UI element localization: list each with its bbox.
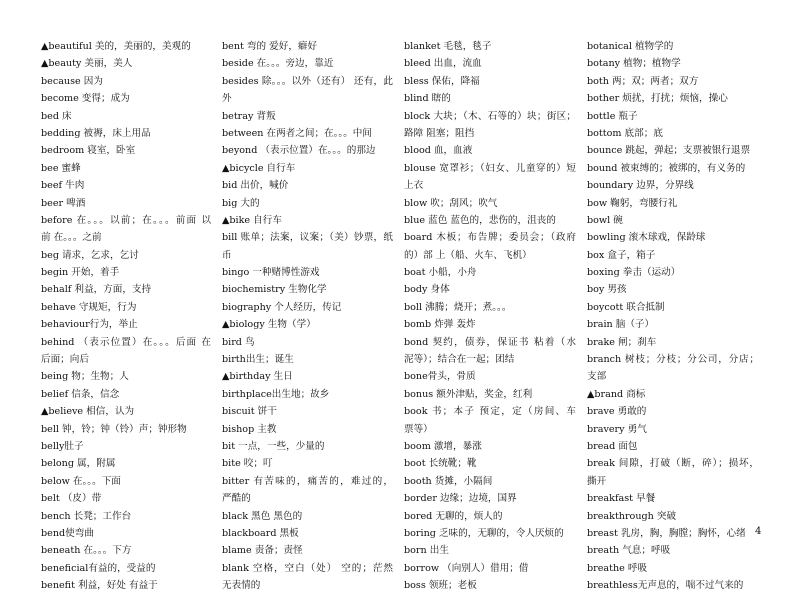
entry-line: branch 树枝；分枝；分公司，分店； — [587, 354, 759, 366]
entry-line: 严酷的 — [222, 493, 251, 505]
entry-line: breakthrough 突破 — [587, 510, 677, 522]
entry-line: bless 保佑，降福 — [404, 75, 480, 87]
entry-line: beef 牛肉 — [41, 180, 85, 192]
entry-line: boring 乏味的，无聊的，令人厌烦的 — [404, 527, 564, 539]
entry-line: born 出生 — [404, 545, 449, 557]
entry-line: border 边缘；边境，国界 — [404, 493, 517, 505]
entry-line: bingo 一种赌博性游戏 — [222, 267, 320, 279]
entry-line: breathe 呼吸 — [587, 562, 648, 574]
entry-line: box 盒子，箱子 — [587, 249, 656, 261]
entry-line: bleed 出血，流血 — [404, 58, 482, 70]
entry-line: 撕开 — [587, 475, 607, 487]
entry-line: belong 属，附属 — [41, 458, 116, 470]
entry-line: breath 气息；呼吸 — [587, 545, 671, 557]
entry-line: bend使弯曲 — [41, 527, 94, 539]
entry-line: booth 货摊，小隔间 — [404, 475, 493, 487]
entry-line: brake 闸；刹车 — [587, 336, 657, 348]
entry-line: ▲bicycle 自行车 — [222, 162, 296, 174]
entry-line: biscuit 饼干 — [222, 406, 277, 418]
entry-line: become 变得；成为 — [41, 93, 130, 105]
entry-line: bowl 碗 — [587, 214, 623, 226]
entry-line: bread 面包 — [587, 440, 638, 452]
entry-line: bedroom 寝室，卧室 — [41, 145, 136, 157]
entry-line: bedding 被褥，床上用品 — [41, 127, 151, 139]
vocab-column-3 — [404, 38, 576, 595]
entry-line: betray 背叛 — [222, 110, 276, 122]
entry-line: bench 长凳；工作台 — [41, 510, 132, 522]
page-number: 4 — [755, 526, 762, 537]
entry-line: 后面；向后 — [41, 354, 89, 366]
entry-line: biography 个人经历，传记 — [222, 301, 342, 313]
entry-line: ▲beautiful 美的，美丽的，美观的 — [41, 41, 191, 52]
entry-line: boll 沸腾；烧开；煮。。。 — [404, 301, 512, 313]
entry-line: blood 血，血液 — [404, 145, 473, 157]
entry-line: borrow （向别人）借用；借 — [404, 562, 529, 574]
entry-line: begin 开始，着手 — [41, 267, 120, 279]
entry-line: bound 被束缚的；被绑的，有义务的 — [587, 162, 746, 174]
entry-line: blanket 毛毯，毯子 — [404, 41, 492, 52]
entry-line: blow 吹；刮风；吹气 — [404, 197, 498, 209]
entry-line: bit 一点，一些，少量的 — [222, 440, 325, 452]
entry-line: brave 勇敢的 — [587, 406, 647, 418]
entry-line: bother 烦扰，打扰；烦恼，操心 — [587, 93, 728, 105]
entry-line: 泥等）；结合在一起；团结 — [404, 354, 515, 366]
entry-line: bored 无聊的，烦人的 — [404, 510, 503, 522]
entry-line: bent 弯的 爱好，癖好 — [222, 41, 318, 52]
entry-line: botany 植物；植物学 — [587, 58, 681, 70]
entry-line: besides 除。。。以外（还有） 还有，此 — [222, 75, 393, 87]
entry-line: brain 脑（子） — [587, 319, 655, 331]
entry-line: board 木板；布告牌；委员会；（政府 — [404, 232, 576, 244]
entry-line: bee 蜜蜂 — [41, 162, 81, 174]
entry-line: book 书；本子 预定，定（房间、车 — [404, 406, 576, 418]
entry-line: boycott 联合抵制 — [587, 301, 665, 313]
entry-line: blouse 宽罩衫；（妇女、儿童穿的）短 — [404, 162, 576, 174]
entry-line: blank 空格，空白（处） 空的；茫然 — [222, 562, 393, 574]
entry-line: bravery 勇气 — [587, 423, 647, 435]
entry-line: beer 啤酒 — [41, 197, 86, 209]
entry-line: boom 激增，暴涨 — [404, 440, 482, 452]
entry-line: belt （皮）带 — [41, 493, 102, 505]
entry-line: black 黑色 黑色的 — [222, 510, 303, 522]
entry-line: 前 在。。。之前 — [41, 232, 102, 244]
entry-line: breathless无声息的，喘不过气来的 — [587, 580, 744, 592]
entry-line: belief 信条，信念 — [41, 388, 120, 400]
entry-line: bomb 炸弹 轰炸 — [404, 319, 476, 331]
entry-line: being 物；生物；人 — [41, 371, 129, 383]
entry-line: birthplace出生地；故乡 — [222, 388, 330, 400]
entry-line: blue 蓝色 蓝色的，悲伤的，沮丧的 — [404, 214, 556, 226]
entry-line: big 大的 — [222, 197, 260, 209]
entry-line: biochemistry 生物化学 — [222, 284, 327, 296]
entry-line: bottle 瓶子 — [587, 110, 638, 122]
entry-line: body 身体 — [404, 284, 450, 296]
entry-line: 币 — [222, 249, 232, 261]
entry-line: beneath 在。。。下方 — [41, 545, 132, 557]
entry-line: ▲birthday 生日 — [222, 371, 293, 383]
entry-line: beneficial有益的，受益的 — [41, 562, 156, 574]
vocab-column-2 — [222, 38, 393, 595]
entry-line: 外 — [222, 93, 232, 105]
entry-line: because 因为 — [41, 75, 103, 87]
entry-line: ▲beauty 美丽，美人 — [41, 58, 133, 70]
entry-line: bed 床 — [41, 110, 72, 122]
entry-line: behind （表示位置）在。。。后面 在 — [41, 336, 211, 348]
entry-line: bounce 跳起，弹起；支票被银行退票 — [587, 145, 751, 157]
entry-line: boundary 边界，分界线 — [587, 180, 694, 192]
entry-line: both 两；双；两者；双方 — [587, 75, 699, 87]
entry-line: beyond （表示位置）在。。。的那边 — [222, 145, 376, 157]
entry-line: boat 小船，小舟 — [404, 267, 477, 279]
entry-line: bond 契约，债券，保证书 粘着（水 — [404, 336, 576, 348]
entry-line: bonus 额外津贴，奖金，红利 — [404, 388, 533, 400]
entry-line: ▲brand 商标 — [587, 388, 646, 400]
entry-line: bell 钟，铃；钟（铃）声；钟形物 — [41, 423, 187, 435]
entry-line: beg 请求，乞求，乞讨 — [41, 249, 139, 261]
entry-line: belly肚子 — [41, 440, 84, 452]
entry-line: 上衣 — [404, 180, 424, 192]
entry-line: benefit 利益，好处 有益于 — [41, 580, 158, 592]
entry-line: ▲bike 自行车 — [222, 214, 282, 226]
entry-line: before 在。。。以前；在。。。前面 以 — [41, 214, 211, 226]
entry-line: between 在两者之间；在。。。中间 — [222, 127, 372, 139]
entry-line: bite 咬；叮 — [222, 458, 273, 470]
entry-line: boxing 拳击（运动） — [587, 267, 681, 279]
entry-line: bitter 有苦味的，痛苦的，难过的， — [222, 475, 393, 487]
entry-line: boy 男孩 — [587, 284, 627, 296]
entry-line: bid 出价，喊价 — [222, 180, 289, 192]
entry-line: bill 账单；法案，议案；（美）钞票，纸 — [222, 232, 393, 244]
entry-line: blind 瞎的 — [404, 93, 451, 105]
entry-line: bishop 主教 — [222, 423, 277, 435]
entry-line: birth出生；诞生 — [222, 354, 294, 366]
entry-line: boss 领班；老板 — [404, 580, 477, 592]
entry-line: breast 乳房，胸，胸膛；胸怀，心绪 — [587, 527, 746, 539]
entry-line: bone骨头，骨质 — [404, 371, 476, 383]
entry-line: ▲believe 相信，认为 — [41, 406, 135, 418]
entry-line: botanical 植物学的 — [587, 41, 674, 52]
entry-line: bowling 滚木球戏，保龄球 — [587, 232, 706, 244]
vocab-column-4 — [587, 38, 762, 595]
entry-line: break 间隙，打破（断，碎）；损坏， — [587, 458, 759, 470]
entry-line: bow 鞠躬，弯腰行礼 — [587, 197, 678, 209]
entry-line: below 在。。。下面 — [41, 475, 121, 487]
entry-line: behalf 利益，方面，支持 — [41, 284, 152, 296]
entry-line: bottom 底部；底 — [587, 127, 663, 139]
entry-line: 路障 阻塞；阻挡 — [404, 127, 475, 139]
entry-line: block 大块；（木、石等的）块；街区； — [404, 110, 576, 122]
entry-line: boot 长统靴；靴 — [404, 458, 477, 470]
entry-line: ▲biology 生物（学） — [222, 319, 316, 331]
vocab-column-1 — [41, 38, 211, 595]
entry-line: behave 守规矩，行为 — [41, 301, 137, 313]
entry-line: 票等） — [404, 423, 433, 435]
entry-line: breakfast 早餐 — [587, 493, 656, 505]
entry-line: behaviour行为，举止 — [41, 319, 138, 331]
entry-line: bird 鸟 — [222, 336, 255, 348]
entry-line: beside 在。。。旁边，靠近 — [222, 58, 334, 70]
entry-line: 无表情的 — [222, 580, 261, 592]
entry-line: 的）部 上（船、火车、飞机） — [404, 249, 532, 261]
entry-line: blame 责备；责怪 — [222, 545, 303, 557]
entry-line: blackboard 黑板 — [222, 527, 299, 539]
entry-line: 支部 — [587, 371, 607, 383]
